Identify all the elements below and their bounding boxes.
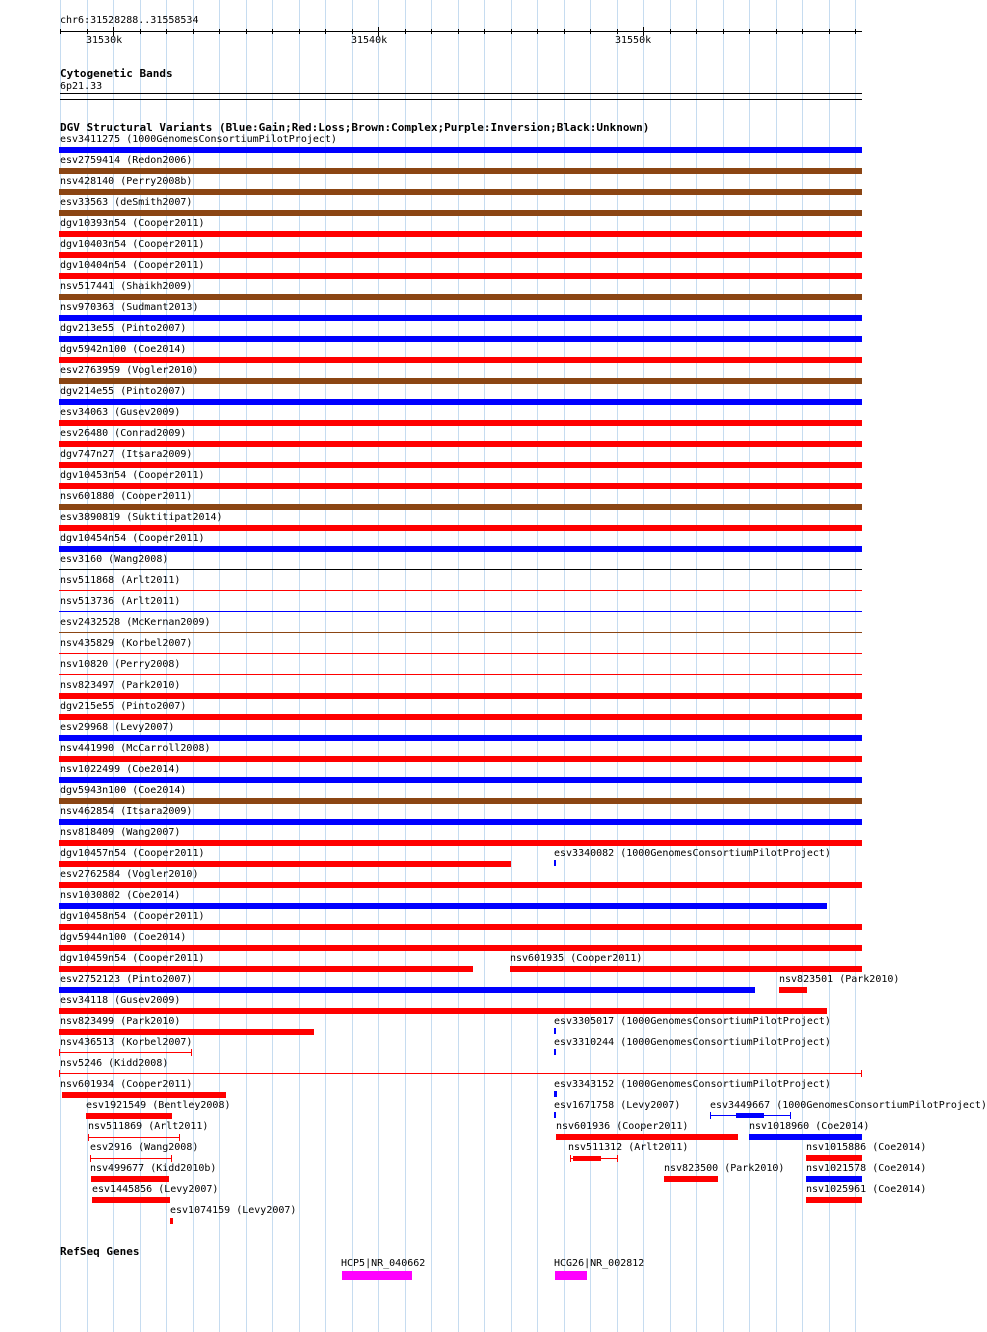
variant-feature[interactable]: [806, 1176, 862, 1182]
variant-label[interactable]: esv1074159 (Levy2007): [170, 1205, 297, 1216]
ruler-tick: [564, 29, 565, 34]
grid-line: [537, 0, 538, 1332]
variant-feature[interactable]: [59, 420, 862, 426]
variant-feature[interactable]: [664, 1176, 718, 1182]
grid-line: [643, 0, 644, 1332]
variant-label[interactable]: nsv823499 (Park2010): [60, 1016, 181, 1027]
variant-label[interactable]: dgv10454n54 (Cooper2011): [60, 533, 205, 544]
variant-label[interactable]: esv1671758 (Levy2007): [554, 1100, 681, 1111]
grid-line: [352, 0, 353, 1332]
variant-feature[interactable]: [59, 252, 862, 258]
variant-label[interactable]: esv1921549 (Bentley2008): [86, 1100, 231, 1111]
variant-label[interactable]: esv3343152 (1000GenomesConsortiumPilotProject): [554, 1079, 831, 1090]
variant-label[interactable]: dgv10457n54 (Cooper2011): [60, 848, 205, 859]
variant-label[interactable]: esv3305017 (1000GenomesConsortiumPilotProject): [554, 1016, 831, 1027]
variant-feature[interactable]: [59, 777, 862, 783]
variant-feature[interactable]: [59, 819, 862, 825]
variant-label[interactable]: dgv10458n54 (Cooper2011): [60, 911, 205, 922]
variant-feature[interactable]: [59, 945, 862, 951]
variant-label[interactable]: esv29968 (Levy2007): [60, 722, 175, 733]
variant-feature[interactable]: [59, 693, 862, 699]
variant-feature[interactable]: [554, 1091, 557, 1097]
variant-label[interactable]: esv2762584 (Vogler2010): [60, 869, 199, 880]
variant-feature[interactable]: [749, 1134, 862, 1140]
variant-label[interactable]: esv34118 (Gusev2009): [60, 995, 181, 1006]
variant-feature[interactable]: [59, 756, 862, 762]
ruler-tick-label: 31550k: [615, 35, 652, 46]
variant-feature[interactable]: [59, 569, 862, 570]
variant-label[interactable]: dgv10404n54 (Cooper2011): [60, 260, 205, 271]
variant-feature[interactable]: [59, 1073, 862, 1074]
grid-line: [272, 0, 273, 1332]
variant-label[interactable]: esv2916 (Wang2008): [90, 1142, 199, 1153]
variant-label[interactable]: nsv513736 (Arlt2011): [60, 596, 181, 607]
variant-label[interactable]: nsv441990 (McCarroll2008): [60, 743, 211, 754]
variant-label[interactable]: nsv499677 (Kidd2010b): [90, 1163, 217, 1174]
ruler-tick: [140, 29, 141, 34]
variant-feature[interactable]: [59, 590, 862, 591]
variant-label[interactable]: nsv1018960 (Coe2014): [749, 1121, 870, 1132]
variant-label[interactable]: nsv970363 (Sudmant2013): [60, 302, 199, 313]
variant-label[interactable]: esv2763959 (Vogler2010): [60, 365, 199, 376]
grid-line: [484, 0, 485, 1332]
grid-line: [855, 0, 856, 1332]
variant-feature[interactable]: [59, 147, 862, 153]
variant-feature-end: [790, 1112, 791, 1119]
variant-label[interactable]: esv1445856 (Levy2007): [92, 1184, 219, 1195]
variant-label[interactable]: esv3160 (Wang2008): [60, 554, 169, 565]
variant-feature[interactable]: [736, 1113, 764, 1118]
ruler-tick: [193, 29, 194, 34]
variant-label[interactable]: nsv823497 (Park2010): [60, 680, 181, 691]
variant-feature-end: [171, 1155, 172, 1162]
ruler-tick-label: 31540k: [351, 35, 388, 46]
cytoband-track-header: Cytogenetic Bands: [60, 67, 173, 80]
variant-feature[interactable]: [62, 1092, 226, 1098]
variant-feature-end: [59, 1070, 60, 1077]
variant-label[interactable]: nsv511868 (Arlt2011): [60, 575, 181, 586]
ruler-tick: [166, 29, 167, 34]
ruler-tick: [802, 29, 803, 34]
variant-feature-end: [59, 1049, 60, 1056]
variant-feature[interactable]: [170, 1218, 173, 1224]
ruler-tick: [537, 29, 538, 34]
variant-feature[interactable]: [59, 882, 862, 888]
variant-feature[interactable]: [59, 735, 862, 741]
region-label: chr6:31528288..31558534: [60, 15, 199, 26]
grid-line: [299, 0, 300, 1332]
variant-feature[interactable]: [59, 462, 862, 468]
variant-feature[interactable]: [554, 1049, 556, 1055]
ruler-tick: [723, 29, 724, 34]
grid-line: [776, 0, 777, 1332]
ruler-tick: [617, 29, 618, 34]
variant-label[interactable]: nsv1015886 (Coe2014): [806, 1142, 927, 1153]
ruler-tick: [670, 29, 671, 34]
cytoband-label: 6p21.33: [60, 81, 103, 92]
variant-feature[interactable]: [59, 840, 862, 846]
variant-feature[interactable]: [59, 273, 862, 279]
variant-label[interactable]: esv34063 (Gusev2009): [60, 407, 181, 418]
ruler-tick-label: 31530k: [86, 35, 123, 46]
refseq-track-header: RefSeq Genes: [60, 1245, 140, 1258]
variant-label[interactable]: dgv213e55 (Pinto2007): [60, 323, 187, 334]
variant-feature[interactable]: [59, 546, 862, 552]
variant-label[interactable]: esv2752123 (Pinto2007): [60, 974, 193, 985]
gene-hcp5-feature[interactable]: [342, 1271, 412, 1280]
grid-line: [378, 0, 379, 1332]
variant-label[interactable]: dgv10393n54 (Cooper2011): [60, 218, 205, 229]
grid-line: [617, 0, 618, 1332]
variant-feature[interactable]: [59, 1052, 192, 1053]
dgv-track-header: DGV Structural Variants (Blue:Gain;Red:Loss;Brown:Complex;Purple:Inversion;Black:Unknown): [60, 121, 650, 134]
variant-label[interactable]: nsv5246 (Kidd2008): [60, 1058, 169, 1069]
variant-feature[interactable]: [59, 189, 862, 195]
ruler-tick: [87, 29, 88, 34]
variant-feature-end: [90, 1155, 91, 1162]
variant-feature[interactable]: [59, 1008, 827, 1014]
variant-feature[interactable]: [59, 966, 473, 972]
gene-label[interactable]: HCP5|NR_040662: [341, 1258, 426, 1269]
ruler-axis: [60, 31, 862, 32]
variant-feature-end: [617, 1155, 618, 1162]
variant-label[interactable]: dgv5944n100 (Coe2014): [60, 932, 187, 943]
variant-feature[interactable]: [88, 1137, 180, 1138]
variant-label[interactable]: esv3310244 (1000GenomesConsortiumPilotProject): [554, 1037, 831, 1048]
ruler-tick: [776, 29, 777, 34]
variant-label[interactable]: nsv436513 (Korbel2007): [60, 1037, 193, 1048]
gene-hcg26-feature[interactable]: [555, 1271, 587, 1280]
variant-feature[interactable]: [556, 1134, 738, 1140]
variant-feature[interactable]: [59, 357, 862, 363]
variant-label[interactable]: esv3411275 (1000GenomesConsortiumPilotProject): [60, 134, 337, 145]
ruler-tick: [246, 29, 247, 34]
variant-feature-end: [191, 1049, 192, 1056]
grid-line: [829, 0, 830, 1332]
variant-feature[interactable]: [59, 987, 755, 993]
ruler-tick: [299, 29, 300, 34]
variant-feature[interactable]: [806, 1197, 862, 1203]
variant-feature[interactable]: [59, 315, 862, 321]
grid-line: [219, 0, 220, 1332]
variant-feature[interactable]: [59, 632, 862, 633]
cytoband-bar-top: [60, 93, 862, 94]
cytoband-bar-bottom: [60, 99, 862, 100]
ruler-tick: [431, 29, 432, 34]
grid-line: [193, 0, 194, 1332]
variant-label[interactable]: nsv517441 (Shaikh2009): [60, 281, 193, 292]
variant-feature[interactable]: [59, 924, 862, 930]
variant-label[interactable]: nsv1022499 (Coe2014): [60, 764, 181, 775]
variant-feature[interactable]: [59, 1029, 314, 1035]
variant-label[interactable]: nsv462854 (Itsara2009): [60, 806, 193, 817]
variant-feature[interactable]: [779, 987, 807, 993]
variant-feature[interactable]: [59, 525, 862, 531]
variant-label[interactable]: nsv435829 (Korbel2007): [60, 638, 193, 649]
variant-label[interactable]: dgv5943n100 (Coe2014): [60, 785, 187, 796]
variant-feature[interactable]: [59, 294, 862, 300]
ruler-tick: [749, 29, 750, 34]
variant-label[interactable]: nsv823500 (Park2010): [664, 1163, 785, 1174]
variant-label[interactable]: nsv601880 (Cooper2011): [60, 491, 193, 502]
variant-label[interactable]: dgv214e55 (Pinto2007): [60, 386, 187, 397]
variant-label[interactable]: esv3449667 (1000GenomesConsortiumPilotProject): [710, 1100, 987, 1111]
grid-line: [511, 0, 512, 1332]
ruler-tick: [272, 29, 273, 34]
variant-feature[interactable]: [86, 1113, 172, 1119]
variant-label[interactable]: nsv428140 (Perry2008b): [60, 176, 193, 187]
variant-feature[interactable]: [90, 1158, 172, 1159]
ruler-tick: [325, 29, 326, 34]
variant-label[interactable]: dgv747n27 (Itsara2009): [60, 449, 193, 460]
variant-feature-end: [570, 1155, 571, 1162]
ruler-tick: [219, 29, 220, 34]
variant-label[interactable]: nsv1025961 (Coe2014): [806, 1184, 927, 1195]
variant-feature[interactable]: [59, 441, 862, 447]
variant-label[interactable]: nsv818409 (Wang2007): [60, 827, 181, 838]
variant-label[interactable]: nsv1021578 (Coe2014): [806, 1163, 927, 1174]
variant-label[interactable]: nsv511312 (Arlt2011): [568, 1142, 689, 1153]
ruler-tick: [511, 29, 512, 34]
variant-label[interactable]: esv2432528 (McKernan2009): [60, 617, 211, 628]
variant-feature[interactable]: [510, 966, 862, 972]
variant-label[interactable]: dgv10453n54 (Cooper2011): [60, 470, 205, 481]
variant-feature[interactable]: [59, 378, 862, 384]
variant-label[interactable]: esv2759414 (Redon2006): [60, 155, 193, 166]
variant-feature[interactable]: [59, 653, 862, 654]
ruler-tick: [405, 29, 406, 34]
ruler-tick: [352, 29, 353, 34]
variant-label[interactable]: dgv10459n54 (Cooper2011): [60, 953, 205, 964]
variant-feature[interactable]: [59, 168, 862, 174]
variant-feature[interactable]: [59, 611, 862, 612]
variant-label[interactable]: nsv601934 (Cooper2011): [60, 1079, 193, 1090]
variant-feature[interactable]: [59, 336, 862, 342]
grid-line: [564, 0, 565, 1332]
variant-feature[interactable]: [573, 1156, 601, 1161]
ruler-tick: [590, 29, 591, 34]
grid-line: [749, 0, 750, 1332]
variant-feature-end: [179, 1134, 180, 1141]
variant-label[interactable]: nsv1030802 (Coe2014): [60, 890, 181, 901]
ruler-tick: [458, 29, 459, 34]
variant-feature-end: [861, 1070, 862, 1077]
grid-line: [723, 0, 724, 1332]
variant-feature[interactable]: [59, 714, 862, 720]
variant-label[interactable]: dgv5942n100 (Coe2014): [60, 344, 187, 355]
variant-label[interactable]: nsv823501 (Park2010): [779, 974, 900, 985]
grid-line: [696, 0, 697, 1332]
variant-feature[interactable]: [554, 1112, 556, 1118]
variant-feature[interactable]: [59, 504, 862, 510]
ruler-tick: [696, 29, 697, 34]
variant-label[interactable]: esv3890819 (Suktitipat2014): [60, 512, 223, 523]
variant-feature[interactable]: [59, 483, 862, 489]
grid-line: [431, 0, 432, 1332]
variant-feature[interactable]: [59, 231, 862, 237]
grid-line: [802, 0, 803, 1332]
variant-label[interactable]: nsv601935 (Cooper2011): [510, 953, 643, 964]
variant-feature[interactable]: [92, 1197, 170, 1203]
variant-feature-end: [88, 1134, 89, 1141]
ruler-tick: [484, 29, 485, 34]
variant-label[interactable]: esv33563 (deSmith2007): [60, 197, 193, 208]
grid-line: [670, 0, 671, 1332]
variant-feature[interactable]: [59, 903, 827, 909]
variant-feature[interactable]: [59, 674, 862, 675]
variant-label[interactable]: esv3340082 (1000GenomesConsortiumPilotProject): [554, 848, 831, 859]
grid-line: [246, 0, 247, 1332]
variant-feature[interactable]: [554, 860, 556, 866]
variant-feature[interactable]: [59, 861, 511, 867]
ruler-tick: [829, 29, 830, 34]
variant-feature[interactable]: [59, 399, 862, 405]
variant-label[interactable]: nsv10820 (Perry2008): [60, 659, 181, 670]
variant-feature[interactable]: [59, 210, 862, 216]
variant-label[interactable]: nsv511869 (Arlt2011): [88, 1121, 209, 1132]
variant-feature[interactable]: [554, 1028, 556, 1034]
grid-line: [405, 0, 406, 1332]
variant-feature[interactable]: [91, 1176, 169, 1182]
variant-label[interactable]: esv26480 (Conrad2009): [60, 428, 187, 439]
variant-label[interactable]: dgv215e55 (Pinto2007): [60, 701, 187, 712]
ruler-tick: [60, 29, 61, 34]
ruler-tick: [855, 29, 856, 34]
grid-line: [590, 0, 591, 1332]
grid-line: [325, 0, 326, 1332]
grid-line: [458, 0, 459, 1332]
gene-label[interactable]: HCG26|NR_002812: [554, 1258, 645, 1269]
variant-feature[interactable]: [59, 798, 862, 804]
variant-feature[interactable]: [806, 1155, 862, 1161]
variant-feature-end: [710, 1112, 711, 1119]
variant-label[interactable]: dgv10403n54 (Cooper2011): [60, 239, 205, 250]
variant-label[interactable]: nsv601936 (Cooper2011): [556, 1121, 689, 1132]
